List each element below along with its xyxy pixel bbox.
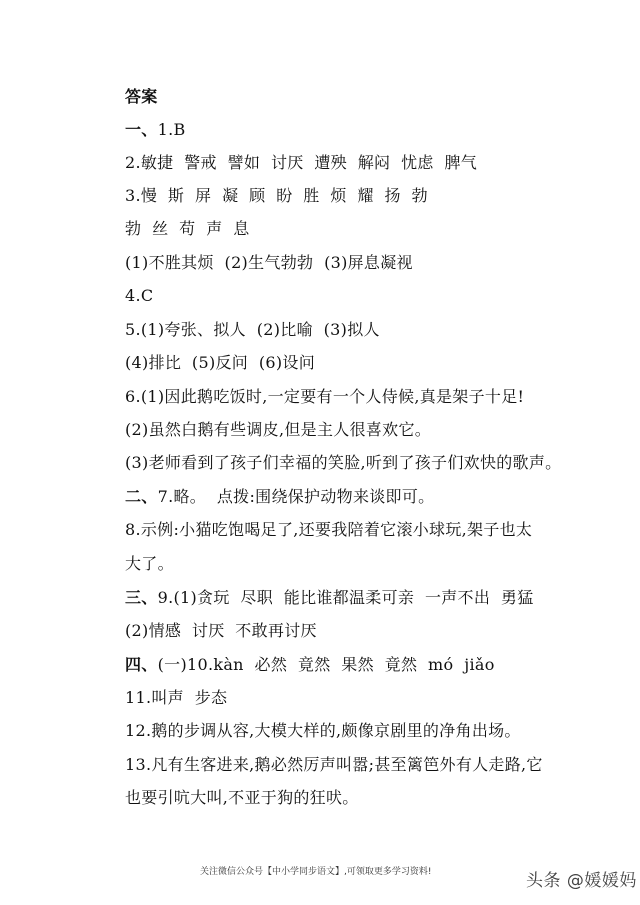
answer-text: 7.略。 点拨:围绕保护动物来谈即可。 (157, 487, 435, 506)
answer-line (125, 119, 186, 141)
footer-note: 关注微信公众号【中小学同步语文】,可领取更多学习资料! (200, 867, 432, 877)
answer-line: 12.鹅的步调从容,大模大样的,颇像京剧里的净角出场。 (125, 721, 521, 740)
answer-line: 6.(1)因此鹅吃饭时,一定要有一个人侍候,真是架子十足! (125, 387, 525, 406)
answer-line: (4)排比 (5)反问 (6)设问 (125, 353, 316, 372)
section-label: 二、 (125, 487, 158, 506)
answer-line (125, 587, 534, 609)
answer-line: (2)情感 讨厌 不敢再讨厌 (125, 621, 317, 640)
watermark: 头条 @媛媛妈 (526, 871, 637, 891)
answer-line: 4.C (125, 286, 154, 305)
answer-line (125, 486, 434, 508)
answer-line: 13.凡有生客进来,鹅必然厉声叫嚣;甚至篱笆外有人走路,它 (125, 755, 543, 774)
section-label: 四、 (125, 655, 158, 674)
answer-text: (一)10.kàn 必然 竟然 果然 竟然 mó jiǎo (157, 655, 495, 674)
answer-line (125, 654, 495, 676)
answer-line: (2)虽然白鹅有些调皮,但是主人很喜欢它。 (125, 420, 432, 439)
answer-line: 11.叫声 步态 (125, 688, 228, 707)
answer-line: 8.示例:小猫吃饱喝足了,还要我陪着它滚小球玩,架子也太 (125, 520, 533, 539)
page-title: 答案 (125, 87, 158, 106)
answer-line: 勃 丝 苟 声 息 (125, 219, 250, 238)
answer-text: 9.(1)贪玩 尽职 能比谁都温柔可亲 一声不出 勇猛 (157, 588, 534, 607)
section-label: 三、 (125, 588, 158, 607)
answer-line: (1)不胜其烦 (2)生气勃勃 (3)屏息凝视 (125, 253, 413, 272)
answer-line: 2.敏捷 警戒 譬如 讨厌 遭殃 解闷 忧虑 脾气 (125, 153, 478, 172)
section-label: 一、 (125, 120, 158, 139)
answer-line: 5.(1)夸张、拟人 (2)比喻 (3)拟人 (125, 320, 380, 339)
answer-text: 1.B (157, 120, 186, 139)
answer-line: 大了。 (125, 554, 174, 573)
answer-line: 3.慢 斯 屏 凝 顾 盼 胜 烦 耀 扬 勃 (125, 186, 428, 205)
answer-line: 也要引吭大叫,不亚于狗的狂吠。 (125, 788, 359, 807)
answer-line: (3)老师看到了孩子们幸福的笑脸,听到了孩子们欢快的歌声。 (125, 453, 562, 472)
